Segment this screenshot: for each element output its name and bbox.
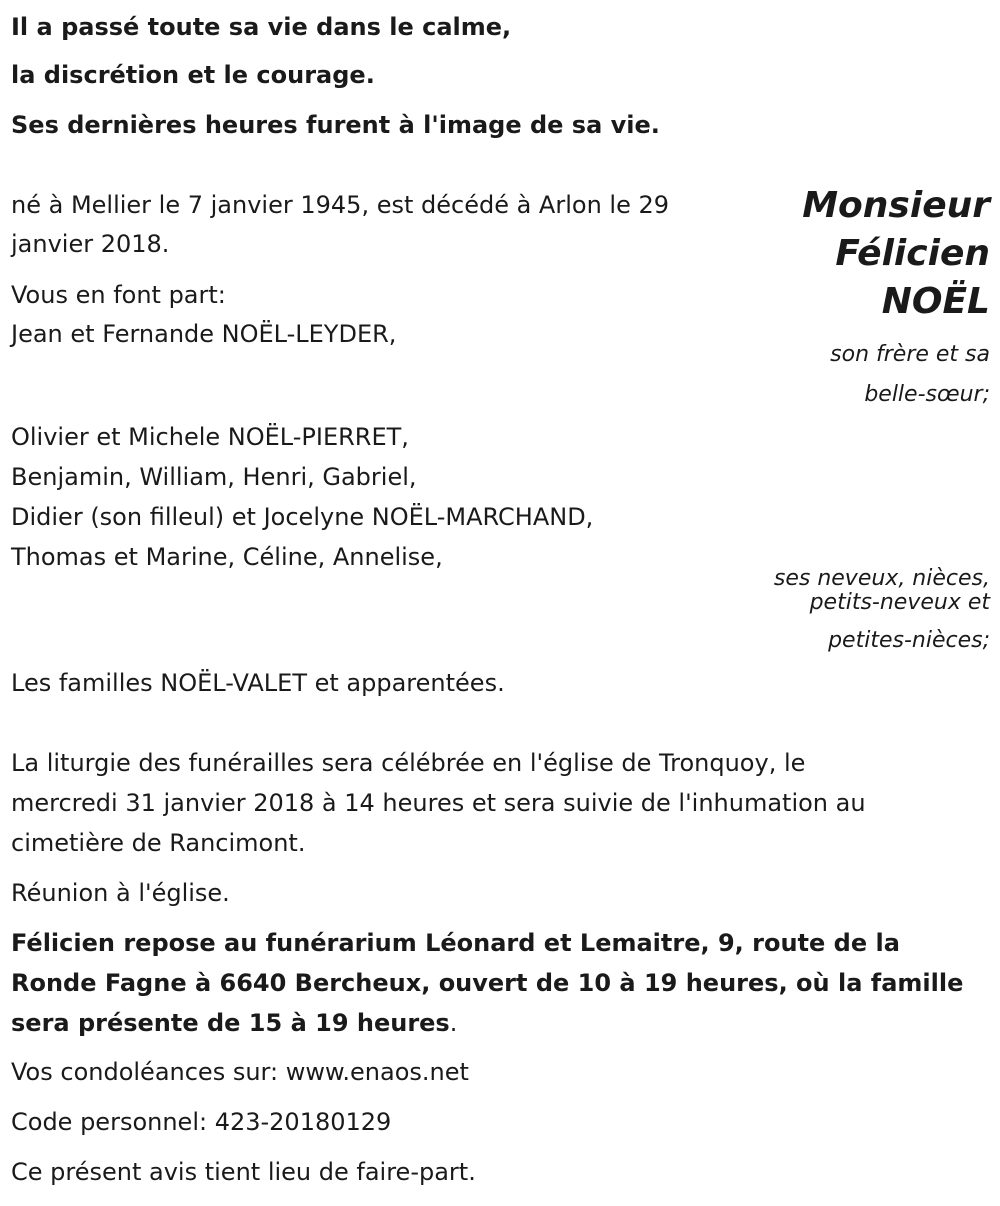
condolences-line: Vos condoléances sur: www.enaos.net — [11, 1058, 469, 1086]
closing-line: Ce présent avis tient lieu de faire-part. — [11, 1158, 476, 1186]
family-line: Benjamin, William, Henri, Gabriel, — [11, 463, 417, 491]
relation-label: petites-nièces; — [828, 628, 990, 653]
funerarium-line: Félicien repose au funérarium Léonard et Lemaitre, 9, route de la — [11, 929, 900, 957]
family-line: Thomas et Marine, Céline, Annelise, — [11, 543, 443, 571]
relation-label: son frère et sa — [830, 342, 990, 367]
code-line: Code personnel: 423-20180129 — [11, 1108, 392, 1136]
family-line: Jean et Fernande NOËL-LEYDER, — [11, 320, 397, 348]
deceased-first-name: Félicien — [835, 233, 990, 274]
family-line: Olivier et Michele NOËL-PIERRET, — [11, 423, 409, 451]
family-line: Didier (son filleul) et Jocelyne NOËL-MARCHAND, — [11, 503, 594, 531]
funerarium-text: sera présente de 15 à 19 heures — [11, 1009, 450, 1037]
deceased-title: Monsieur — [802, 185, 990, 226]
meeting-line: Réunion à l'église. — [11, 879, 230, 907]
liturgy-line: cimetière de Rancimont. — [11, 829, 306, 857]
relation-label: ses neveux, nièces, — [773, 566, 990, 591]
families-line: Les familles NOËL-VALET et apparentées. — [11, 669, 505, 697]
intro-line: Ses dernières heures furent à l'image de sa vie. — [11, 111, 660, 139]
birth-death-line: janvier 2018. — [11, 230, 170, 258]
funerarium-line: Ronde Fagne à 6640 Bercheux, ouvert de 10 à 19 heures, où la famille — [11, 969, 964, 997]
notify-label: Vous en font part: — [11, 281, 226, 309]
relation-label: belle-sœur; — [864, 382, 990, 407]
funerarium-line — [11, 1003, 457, 1043]
liturgy-line: mercredi 31 janvier 2018 à 14 heures et sera suivie de l'inhumation au — [11, 789, 866, 817]
relation-label: petits-neveux et — [809, 590, 990, 615]
intro-line: la discrétion et le courage. — [11, 61, 375, 89]
deceased-last-name: NOËL — [881, 281, 990, 322]
intro-line: Il a passé toute sa vie dans le calme, — [11, 13, 512, 41]
liturgy-line: La liturgie des funérailles sera célébrée en l'église de Tronquoy, le — [11, 749, 806, 777]
birth-death-line: né à Mellier le 7 janvier 1945, est décédé à Arlon le 29 — [11, 191, 670, 219]
funerarium-period: . — [449, 1009, 458, 1037]
